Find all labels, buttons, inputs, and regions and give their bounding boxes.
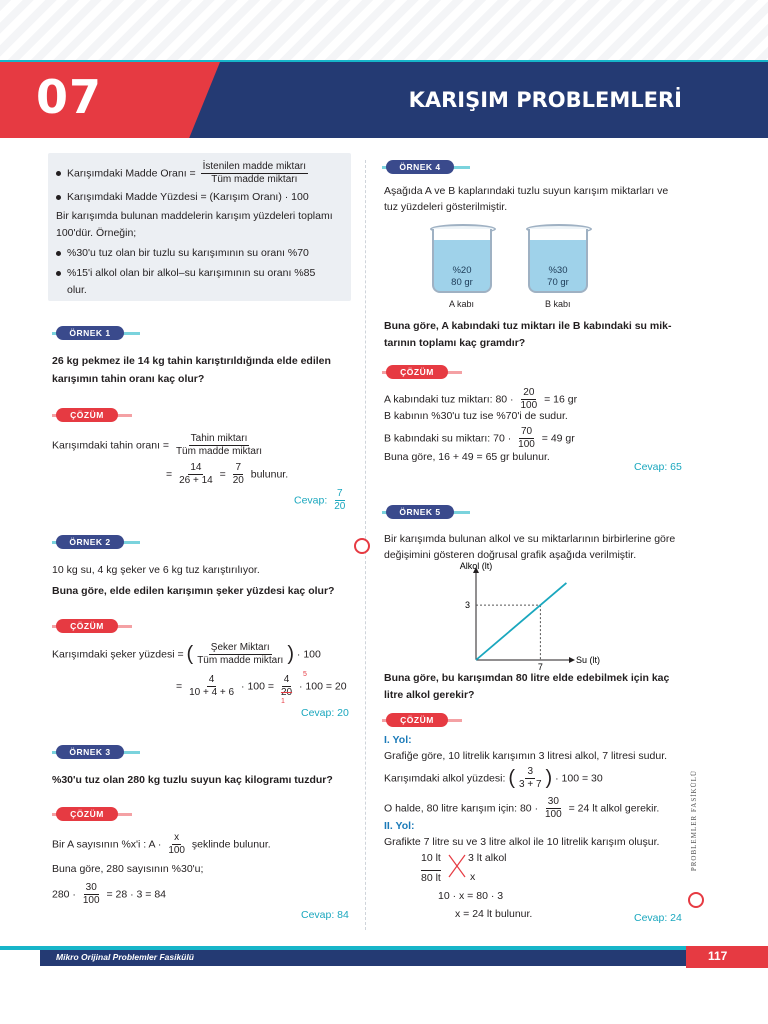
fraction — [81, 882, 102, 907]
chapter-title: KARIŞIM PROBLEMLERİ — [408, 88, 682, 112]
fraction-denominator: 100 — [82, 895, 100, 906]
solution-text: = 28 · 3 = 84 — [106, 888, 167, 901]
equals-sign: = — [166, 468, 173, 481]
ex1-question-line-1: 26 kg pekmez ile 14 kg tahin karıştırıldığında elde edilen — [52, 355, 331, 367]
paren-close: ) — [545, 767, 553, 789]
fraction — [279, 674, 294, 699]
fraction — [177, 462, 215, 487]
fraction — [518, 387, 539, 412]
fraction — [201, 161, 308, 186]
solution-text: · 100 = 30 — [555, 772, 603, 785]
fraction-numerator: 30 — [85, 882, 97, 893]
y-tick-label: 3 — [464, 600, 470, 611]
fraction-numerator: 7 — [235, 462, 242, 473]
chapter-number: 07 — [36, 70, 103, 124]
fraction-numerator: 70 — [520, 426, 533, 437]
fraction-denominator: Tüm madde miktarı — [175, 446, 263, 457]
fraction-numerator: İstenilen madde miktarı — [202, 161, 306, 172]
ex2-solution-line-1 — [52, 642, 321, 667]
fraction-denominator: 3 + 7 — [518, 779, 542, 790]
ex4-question-line-1: Buna göre, A kabındaki tuz miktarı ile B kabındaki su mik- — [384, 320, 672, 332]
ex5-statement-line-2: değişimini gösteren doğrusal grafik aşağıda verilmiştir. — [384, 549, 637, 561]
solution-text: Karışımdaki tahin oranı = — [52, 439, 170, 452]
brand-logo-icon — [354, 538, 370, 554]
ex4-answer: Cevap: 65 — [634, 461, 682, 473]
info-text: %15'i alkol olan bir alkol–su karışımının su oranı %85 — [67, 267, 316, 279]
ornek-2-label: ÖRNEK 2 — [56, 535, 124, 549]
ex1-solution-line-2 — [166, 462, 288, 487]
ex1-solution-line-1 — [52, 433, 266, 458]
ratio-a: 10 lt — [421, 852, 441, 864]
ex2-question: Buna göre, elde edilen karışımın şeker yüzdesi kaç olur? — [52, 585, 335, 597]
solution-text: bulunur. — [250, 468, 289, 481]
info-text: %30'u tuz olan bir tuzlu su karışımının su oranı %70 — [67, 247, 309, 259]
info-text: olur. — [67, 284, 87, 296]
ex2-solution-line-2 — [176, 671, 347, 706]
method-1-title: I. Yol: — [384, 734, 412, 746]
cancel-note: 1 — [280, 698, 285, 706]
ex4-solution-line-1 — [384, 387, 577, 412]
ex4-question-line-2: tarının toplamı kaç gramdır? — [384, 337, 526, 349]
alcohol-water-chart — [440, 562, 620, 672]
paren-open: ( — [186, 643, 194, 665]
bullet-icon — [56, 271, 61, 276]
info-text: 100'dür. Örneğin; — [56, 227, 137, 239]
x-axis-label: Su (lt) — [576, 655, 601, 665]
ex5-method1-line-1: Grafiğe göre, 10 litrelik karışımın 3 litresi alkol, 7 litresi sudur. — [384, 750, 668, 762]
ex4-solution-line-3 — [384, 426, 575, 451]
ex5-statement-line-1: Bir karışımda bulunan alkol ve su miktarlarının birbirlerine göre — [384, 533, 676, 545]
ex4-solution-line-4: Buna göre, 16 + 49 = 65 gr bulunur. — [384, 451, 550, 463]
solution-text: Karışımdaki alkol yüzdesi: — [384, 772, 506, 785]
header-number-block — [0, 62, 220, 138]
beaker-b-amount: 70 gr — [547, 277, 569, 288]
fraction-numerator: 4 — [283, 674, 290, 685]
x-tick-label: 7 — [537, 662, 543, 672]
fraction-numerator: Şeker Miktarı — [210, 642, 270, 653]
fraction-numerator: 4 — [208, 674, 215, 685]
ex5-method2-result: x = 24 lt bulunur. — [455, 908, 533, 920]
cozum-label: ÇÖZÜM — [386, 713, 448, 727]
equals-sign: = — [176, 680, 183, 693]
solution-text: B kabındaki su miktarı: 70 · — [384, 432, 512, 445]
bullet-icon — [56, 251, 61, 256]
ornek-1-label: ÖRNEK 1 — [56, 326, 124, 340]
info-example-1 — [56, 247, 309, 259]
fraction — [195, 642, 285, 667]
ex3-solution-line-1 — [52, 832, 271, 857]
ex2-answer: Cevap: 20 — [301, 707, 349, 719]
beaker-a-percent: %20 — [452, 265, 472, 276]
info-text: Karışımdaki Madde Yüzdesi = (Karışım Oranı) · 100 — [67, 191, 309, 203]
fraction-numerator: 20 — [523, 387, 535, 398]
solution-text: A kabındaki tuz miktarı: 80 · — [384, 393, 514, 406]
fraction-numerator: 30 — [547, 796, 559, 807]
ex3-solution-line-3 — [52, 882, 166, 907]
ex1-answer — [294, 488, 349, 513]
ex5-method2-line-1: Grafikte 7 litre su ve 3 litre alkol ile 10 litrelik karışım oluşur. — [384, 836, 660, 848]
beaker-b-name: B kabı — [545, 299, 571, 309]
fraction — [332, 488, 347, 513]
info-text: Karışımdaki Madde Oranı = — [67, 167, 196, 180]
solution-text: = 24 lt alkol gerekir. — [568, 802, 660, 815]
ornek-4-label: ÖRNEK 4 — [386, 160, 454, 174]
paren-open: ( — [508, 767, 515, 789]
header-pattern — [0, 0, 768, 60]
ex5-answer: Cevap: 24 — [634, 912, 682, 924]
beaker-b-percent: %30 — [548, 265, 568, 276]
solution-text: · 100 = 20 — [298, 680, 347, 693]
fraction — [231, 462, 246, 487]
bullet-icon — [56, 171, 61, 176]
series-line — [476, 583, 566, 660]
ex3-answer: Cevap: 84 — [301, 909, 349, 921]
ex4-solution-line-2: B kabının %30'u tuz ise %70'i de sudur. — [384, 410, 568, 422]
fraction-numerator: Tahin miktarı — [190, 433, 248, 444]
cross-multiply-icon — [447, 853, 467, 879]
fraction-denominator: Tüm madde miktarı — [197, 655, 284, 666]
fraction-numerator: 3 — [527, 766, 534, 777]
fraction-denominator: 20 — [334, 501, 346, 512]
fraction-denominator: 100 — [518, 439, 535, 450]
fraction — [187, 674, 236, 699]
beaker-a-amount: 80 gr — [451, 277, 473, 288]
brand-logo-icon — [688, 892, 704, 908]
info-line-ratio — [56, 161, 310, 186]
ex5-method1-line-3 — [384, 796, 659, 821]
ex3-solution-line-2: Buna göre, 280 sayısının %30'u; — [52, 863, 204, 875]
fraction-denominator: Tüm madde miktarı — [211, 174, 298, 185]
solution-text: Karışımdaki şeker yüzdesi = — [52, 648, 184, 661]
solution-text: · 100 = — [241, 680, 275, 693]
ratio-d: x — [470, 871, 476, 883]
solution-text: O halde, 80 litre karışım için: 80 · — [384, 802, 539, 815]
info-example-2 — [56, 267, 315, 279]
cozum-label: ÇÖZÜM — [56, 619, 118, 633]
page-number: 117 — [708, 949, 728, 963]
fraction — [543, 796, 564, 821]
ex5-question-line-2: litre alkol gerekir? — [384, 689, 475, 701]
fraction-numerator: 14 — [190, 462, 202, 473]
solution-text: şeklinde bulunur. — [191, 838, 271, 851]
solution-text: = 49 gr — [541, 432, 575, 445]
side-running-title: PROBLEMLER FASİKÜLÜ — [690, 770, 698, 872]
paren-close: ) — [287, 643, 294, 665]
cozum-label: ÇÖZÜM — [56, 408, 118, 422]
fraction-denominator: 10 + 4 + 6 — [189, 687, 235, 698]
beaker-a-name: A kabı — [449, 299, 475, 309]
cozum-label: ÇÖZÜM — [56, 807, 118, 821]
fraction-denominator: 20 — [232, 475, 244, 486]
info-text: Bir karışımda bulunan maddelerin karışım yüzdeleri toplamı — [56, 210, 333, 222]
ex4-statement-line-1: Aşağıda A ve B kaplarındaki tuzlu suyun karışım miktarları ve — [384, 185, 669, 197]
ex5-method1-line-2 — [384, 766, 603, 791]
answer-label: Cevap: — [294, 494, 328, 507]
fraction — [166, 832, 187, 857]
solution-text: 280 · — [52, 888, 76, 901]
ex4-statement-line-2: tuz yüzdeleri gösterilmiştir. — [384, 201, 508, 213]
solution-text: · 100 — [296, 648, 321, 661]
fraction — [174, 433, 264, 458]
footer-book-title: Mikro Orijinal Problemler Fasikülü — [56, 952, 194, 962]
info-box — [48, 153, 351, 301]
ex2-statement: 10 kg su, 4 kg şeker ve 6 kg tuz karıştırılıyor. — [52, 564, 260, 576]
ornek-5-label: ÖRNEK 5 — [386, 505, 454, 519]
fraction-numerator: 7 — [336, 488, 343, 499]
beaker-a-values — [434, 265, 490, 289]
bullet-icon — [56, 195, 61, 200]
solution-text: Bir A sayısının %x'i : A · — [52, 838, 162, 851]
fraction-denominator: 100 — [520, 400, 538, 411]
cancel-note: 5 — [302, 671, 307, 679]
ex5-method2-equation: 10 · x = 80 · 3 — [438, 890, 504, 902]
info-line-percent — [56, 191, 309, 203]
fraction-denominator: 100 — [168, 845, 185, 856]
fraction — [517, 766, 544, 791]
beaker-b-values — [530, 265, 586, 289]
solution-text: = 16 gr — [544, 393, 578, 406]
ex5-question-line-1: Buna göre, bu karışımdan 80 litre elde edebilmek için kaç — [384, 672, 670, 684]
ratio-b: 3 lt alkol — [468, 852, 507, 864]
ex3-question: %30'u tuz olan 280 kg tuzlu suyun kaç kilogramı tuzdur? — [52, 774, 333, 786]
cozum-label: ÇÖZÜM — [386, 365, 448, 379]
method-2-title: II. Yol: — [384, 820, 415, 832]
fraction-denominator: 20 — [280, 687, 293, 698]
fraction-denominator: 100 — [544, 809, 562, 820]
ratio-c: 80 lt — [421, 872, 441, 884]
ex1-question-line-2: karışımın tahin oranı kaç olur? — [52, 373, 205, 385]
ornek-3-label: ÖRNEK 3 — [56, 745, 124, 759]
equals-sign: = — [219, 468, 226, 481]
fraction-denominator: 26 + 14 — [179, 475, 213, 486]
fraction — [516, 426, 537, 451]
fraction-numerator: x — [174, 832, 180, 843]
y-axis-label: Alkol (lt) — [459, 562, 493, 571]
